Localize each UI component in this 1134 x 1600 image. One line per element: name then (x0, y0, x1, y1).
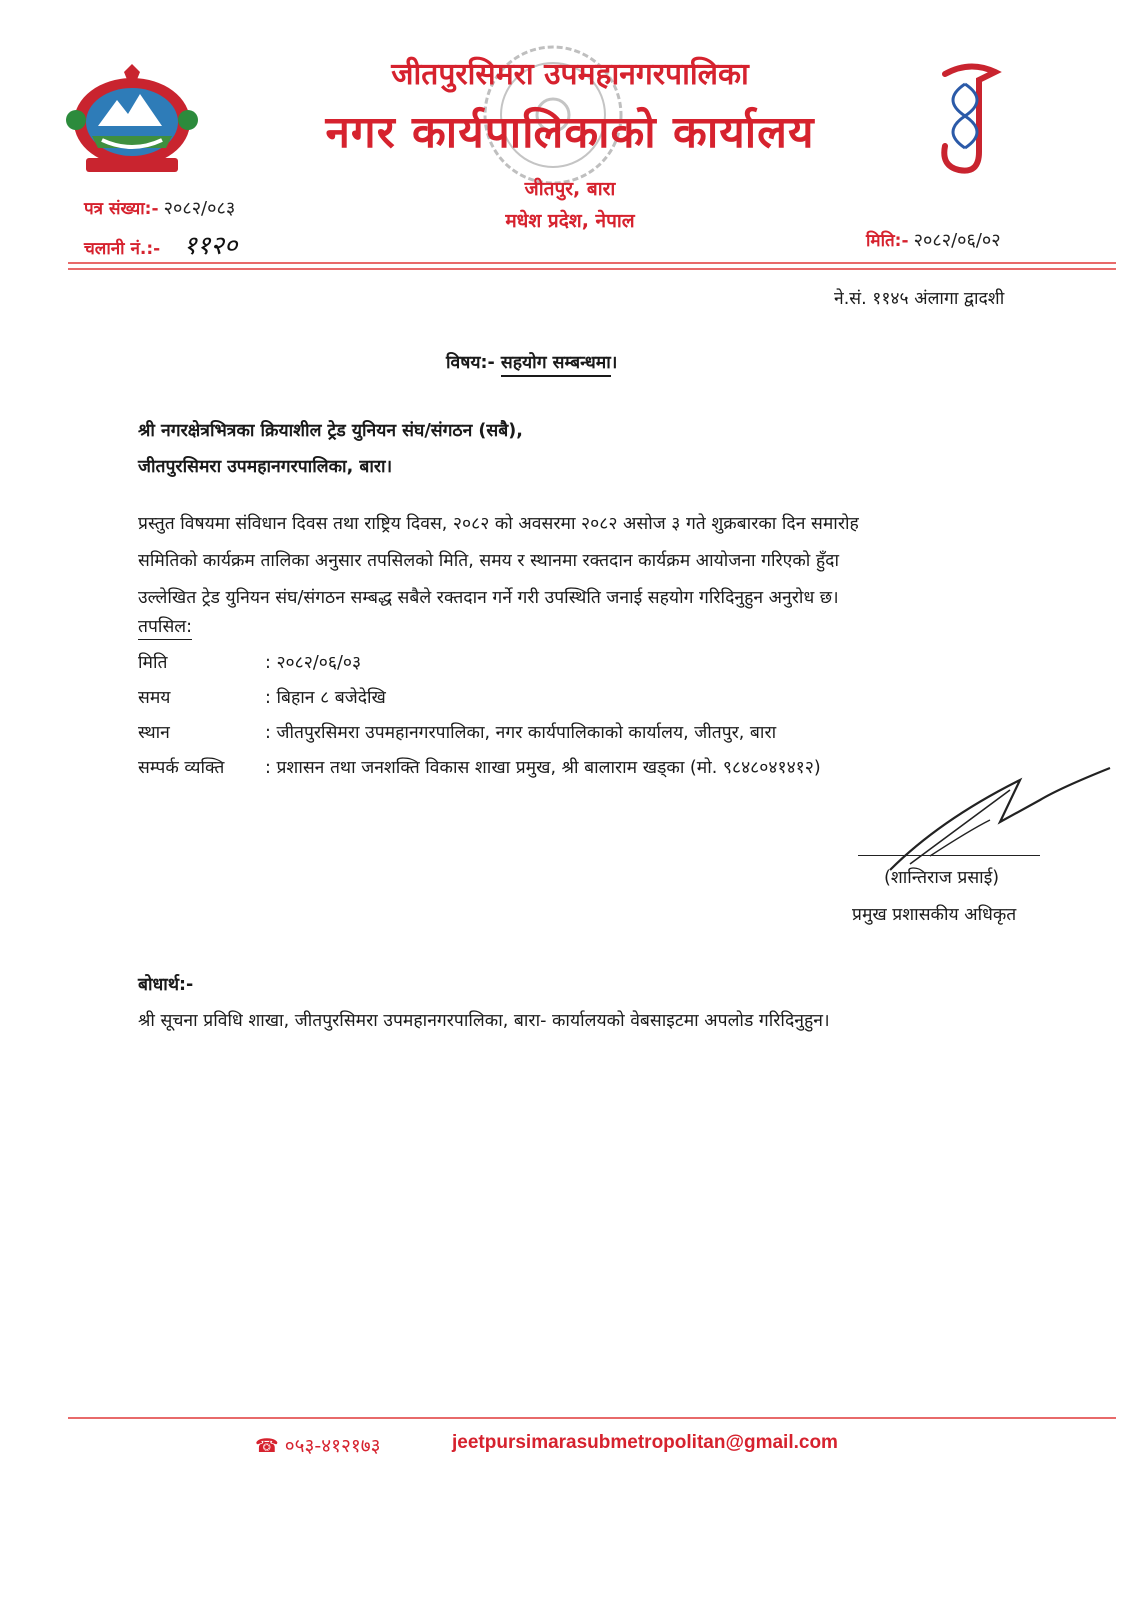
municipality-logo (935, 60, 1005, 180)
cc-heading: बोधार्थ:- (138, 975, 194, 995)
header-rule-top (68, 262, 1116, 264)
detail-value-time: : बिहान ८ बजेदेखि (265, 688, 386, 708)
dispatch-number-label: चलानी नं.:- (84, 239, 161, 259)
office-name: नगर कार्यपालिकाको कार्यालय (325, 107, 815, 158)
detail-label-venue: स्थान (138, 723, 170, 743)
detail-value-contact: : प्रशासन तथा जनशक्ति विकास शाखा प्रमुख, श्री बालाराम खड्का (मो. ९८४८०४१४१२) (265, 758, 821, 778)
detail-label-time: समय (138, 688, 171, 708)
office-district: जीतपुर, बारा (524, 178, 616, 200)
body-line-2: समितिको कार्यक्रम तालिका अनुसार तपसिलको मिति, समय र स्थानमा रक्तदान कार्यक्रम आयोजना गरिएको हुँदा (138, 551, 839, 571)
detail-label-date: मिति (138, 653, 168, 673)
subject-end: । (610, 353, 618, 373)
subject-line (446, 350, 617, 374)
footer-phone-number: ०५३-४१२१७३ (284, 1435, 381, 1457)
letter-date-label: मिति:- (866, 231, 909, 251)
signatory-title: प्रमुख प्रशासकीय अधिकृत (852, 905, 1017, 925)
nepal-sambat-date: ने.सं. ११४५ अंलागा द्वादशी (834, 289, 1005, 309)
subject-label: विषय:- (446, 353, 495, 373)
addressee-line-2: जीतपुरसिमरा उपमहानगरपालिका, बारा। (138, 457, 393, 477)
footer-phone (255, 1432, 381, 1458)
letter-date-value: २०८२/०६/०२ (913, 230, 1001, 251)
body-paragraph (138, 506, 1058, 617)
letter-number-value: २०८२/०८३ (163, 198, 236, 219)
subject-text: सहयोग सम्बन्धमा (501, 353, 611, 377)
detail-label-contact: सम्पर्क व्यक्ति (138, 758, 225, 778)
office-province: मधेश प्रदेश, नेपाल (505, 210, 635, 232)
body-line-1: प्रस्तुत विषयमा संविधान दिवस तथा राष्ट्रिय दिवस, २०८२ को अवसरमा २०८२ असोज ३ गते शुक्रबारका दिन समारोह (138, 514, 859, 534)
dispatch-number-value: ११२० (183, 231, 238, 261)
letter-date (866, 228, 1001, 252)
letter-number-label: पत्र संख्या:- (84, 199, 159, 219)
details-heading: तपसिल: (138, 614, 192, 640)
detail-value-venue: : जीतपुरसिमरा उपमहानगरपालिका, नगर कार्यपालिकाको कार्यालय, जीतपुर, बारा (265, 723, 777, 743)
signatory-name: (शान्तिराज प्रसाई) (884, 868, 1000, 888)
addressee-line-1: श्री नगरक्षेत्रभित्रका क्रियाशील ट्रेड युनियन संघ/संगठन (सबै), (138, 421, 523, 441)
footer-rule (68, 1417, 1116, 1419)
nepal-emblem-logo (62, 64, 202, 176)
signature-line (858, 855, 1040, 856)
cc-line: श्री सूचना प्रविधि शाखा, जीतपुरसिमरा उपमहानगरपालिका, बारा- कार्यालयको वेबसाइटमा अपलोड गरिदिनुहुन। (138, 1011, 830, 1031)
letter-number (84, 196, 235, 220)
footer-email: jeetpursimarasubmetropolitan@gmail.com (452, 1432, 838, 1453)
municipality-name: जीतपुरसिमरा उपमहानगरपालिका (391, 57, 749, 92)
body-line-3: उल्लेखित ट्रेड युनियन संघ/संगठन सम्बद्ध सबैले रक्तदान गर्ने गरी उपस्थिति जनाई सहयोग गरिदिनुहुन अनुरोध छ। (138, 588, 839, 608)
dispatch-number (84, 226, 237, 262)
detail-value-date: : २०८२/०६/०३ (265, 653, 362, 673)
header-rule-bottom (68, 268, 1116, 270)
phone-icon: ☎ (255, 1435, 279, 1457)
